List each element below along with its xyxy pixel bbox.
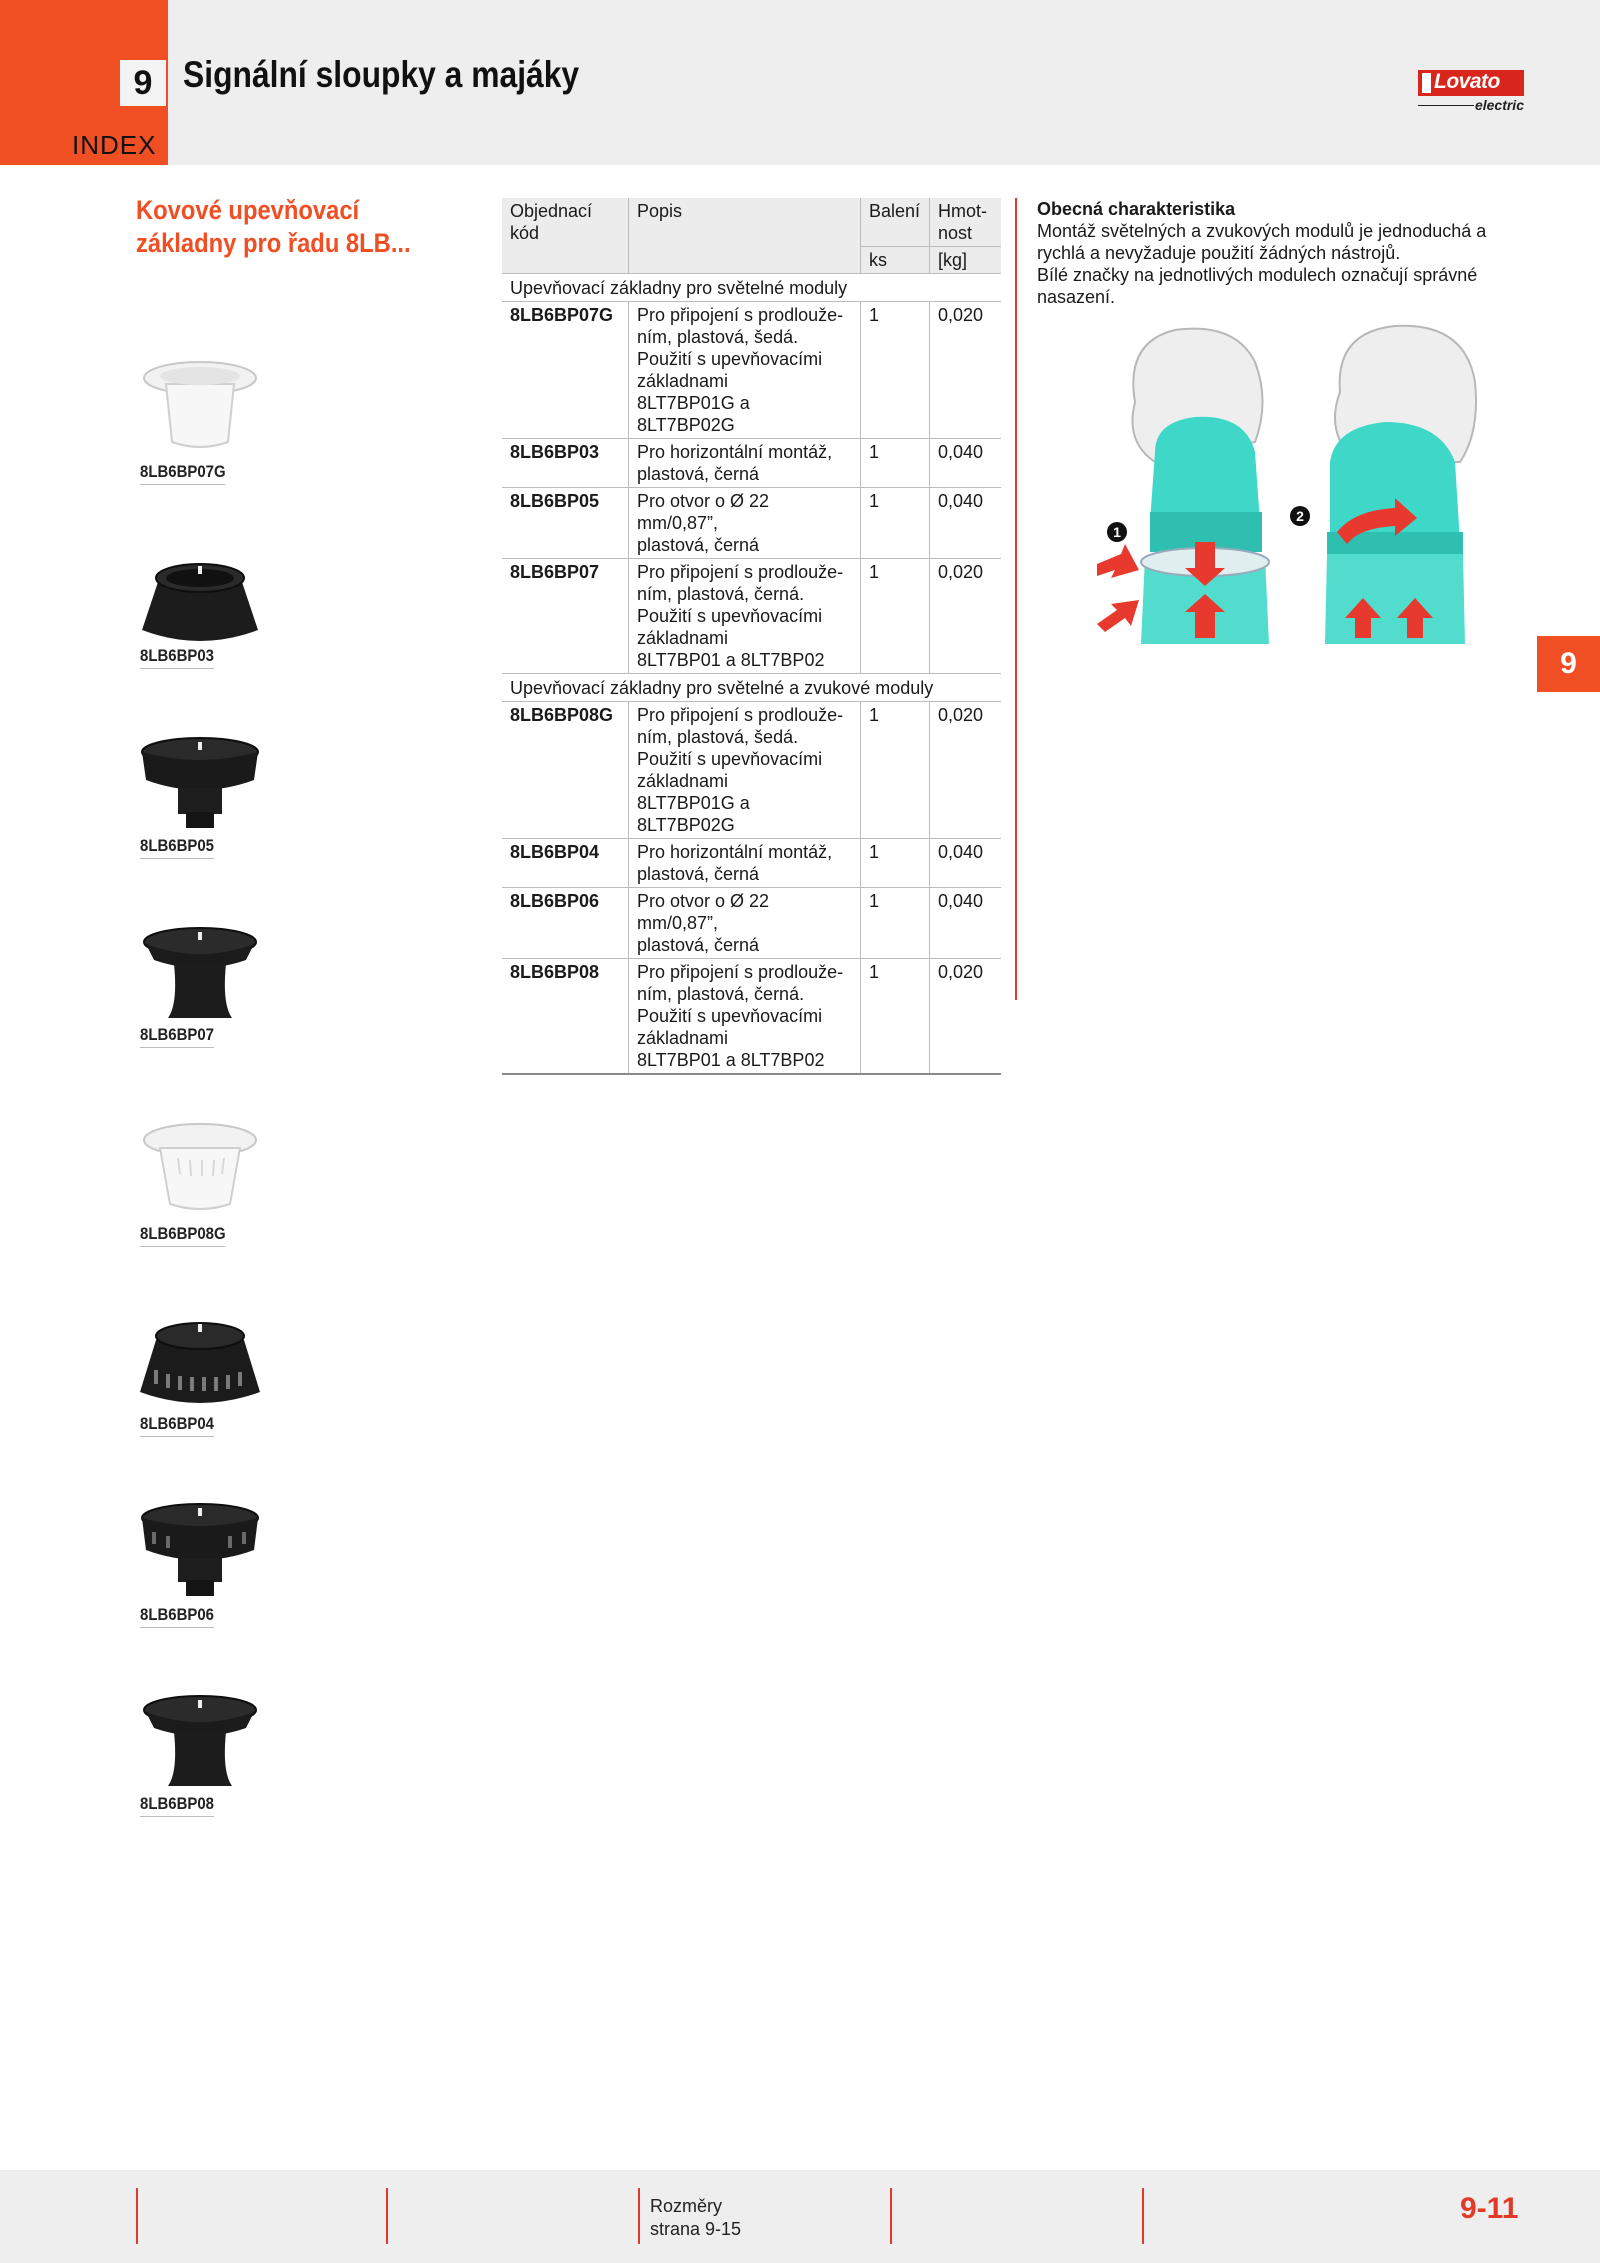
footer-divider — [1142, 2188, 1144, 2244]
logo-word: Lovato — [1434, 70, 1500, 93]
cell-description: Pro horizontální montáž, plastová, černá — [629, 839, 861, 888]
cell-weight: 0,040 — [930, 839, 1002, 888]
product-code-label: 8LB6BP08G — [140, 1224, 226, 1247]
table-row — [502, 439, 1001, 488]
footer-ref-page[interactable]: strana 9-15 — [650, 2219, 742, 2239]
cell-weight: 0,040 — [930, 888, 1002, 959]
col-header-pack: Balení — [861, 198, 930, 247]
footer-ref-title[interactable]: Rozměry — [650, 2196, 723, 2216]
cell-pack: 1 — [861, 888, 930, 959]
cell-weight: 0,020 — [930, 302, 1002, 439]
table-row — [502, 959, 1001, 1075]
group-title: Upevňovací základny pro světelné moduly — [502, 274, 1001, 302]
cell-weight: 0,020 — [930, 702, 1002, 839]
cell-pack: 1 — [861, 302, 930, 439]
table-row — [502, 488, 1001, 559]
chapter-side-tab[interactable]: 9 — [1537, 636, 1600, 692]
product-code-label: 8LB6BP06 — [140, 1605, 214, 1628]
table-row — [502, 839, 1001, 888]
cell-description: Pro připojení s prodlouže- ním, plastová, černá. Použití s upevňovacími základnami 8LT7BP01 a 8LT7BP02 — [629, 959, 861, 1075]
column-divider — [1015, 198, 1017, 1000]
table-header-row — [502, 198, 1001, 247]
cell-code: 8LB6BP07G — [502, 302, 629, 439]
step-1-label: 1 — [1113, 524, 1121, 540]
product-table — [502, 198, 1001, 1075]
product-image-8LB6BP08 — [138, 1692, 262, 1792]
cell-pack: 1 — [861, 488, 930, 559]
product-image-8LB6BP04 — [138, 1314, 262, 1414]
arrow-right-icon — [1097, 544, 1139, 578]
unit-pack: ks — [861, 247, 930, 274]
col-header-code: Objednací kód — [502, 198, 629, 247]
product-image-8LB6BP07 — [138, 924, 262, 1024]
arrow-diag-icon — [1097, 600, 1139, 632]
cell-code: 8LB6BP06 — [502, 888, 629, 959]
characteristics-box — [1037, 198, 1527, 308]
logo-sub: electric — [1474, 97, 1524, 113]
cell-description: Pro připojení s prodlouže- ním, plastová, šedá. Použití s upevňovacími základnami 8LT7BP01G a 8LT7BP02G — [629, 702, 861, 839]
characteristics-title: Obecná charakteristika — [1037, 199, 1236, 219]
section-heading: Kovové upevňovací základny pro řadu 8LB... — [136, 195, 411, 258]
cell-code: 8LB6BP05 — [502, 488, 629, 559]
table-row — [502, 302, 1001, 439]
product-code-label: 8LB6BP03 — [140, 646, 214, 669]
product-image-8LB6BP03 — [138, 552, 262, 652]
footer-divider — [386, 2188, 388, 2244]
cell-weight: 0,020 — [930, 559, 1002, 674]
product-image-8LB6BP08G — [138, 1118, 262, 1218]
group-header-row — [502, 274, 1001, 302]
table-row — [502, 888, 1001, 959]
product-image-8LB6BP05 — [138, 734, 262, 838]
footer-divider — [638, 2188, 640, 2244]
cell-description: Pro připojení s prodlouže- ním, plastová, šedá. Použití s upevňovacími základnami 8LT7BP01G a 8LT7BP02G — [629, 302, 861, 439]
cell-pack: 1 — [861, 702, 930, 839]
col-header-weight: Hmot- nost — [930, 198, 1002, 247]
index-link[interactable]: INDEX — [72, 130, 157, 160]
cell-weight: 0,040 — [930, 488, 1002, 559]
unit-weight: [kg] — [930, 247, 1002, 274]
cell-code: 8LB6BP07 — [502, 559, 629, 674]
product-image-8LB6BP07G — [138, 356, 262, 456]
base-right — [1325, 554, 1465, 644]
product-code-label: 8LB6BP05 — [140, 836, 214, 859]
cell-pack: 1 — [861, 839, 930, 888]
step-2-label: 2 — [1296, 508, 1304, 524]
page-title: Signální sloupky a majáky — [183, 54, 580, 95]
cell-description: Pro horizontální montáž, plastová, černá — [629, 439, 861, 488]
cell-code: 8LB6BP08G — [502, 702, 629, 839]
cell-code: 8LB6BP03 — [502, 439, 629, 488]
cell-code: 8LB6BP04 — [502, 839, 629, 888]
product-code-label: 8LB6BP04 — [140, 1414, 214, 1437]
cell-weight: 0,040 — [930, 439, 1002, 488]
product-code-label: 8LB6BP07 — [140, 1025, 214, 1048]
cell-pack: 1 — [861, 439, 930, 488]
cell-pack: 1 — [861, 959, 930, 1075]
group-header-row — [502, 674, 1001, 702]
page-number: 9-11 — [1460, 2192, 1519, 2225]
mounting-illustration — [1055, 322, 1495, 644]
table-units-row — [502, 247, 1001, 274]
group-title: Upevňovací základny pro světelné a zvukové moduly — [502, 674, 1001, 702]
product-code-label: 8LB6BP07G — [140, 462, 226, 485]
cell-code: 8LB6BP08 — [502, 959, 629, 1075]
footer-band — [0, 2170, 1600, 2263]
table-row — [502, 702, 1001, 839]
cell-description: Pro otvor o Ø 22 mm/0,87”, plastová, černá — [629, 888, 861, 959]
footer-divider — [890, 2188, 892, 2244]
col-header-description: Popis — [629, 198, 861, 247]
product-code-label: 8LB6BP08 — [140, 1794, 214, 1817]
table-row — [502, 559, 1001, 674]
lovato-logo — [1418, 70, 1524, 113]
characteristics-text: Montáž světelných a zvukových modulů je jednoduchá a rychlá a nevyžaduje použití žádných nástrojů. Bílé značky na jednotlivých modulech označují správné nasazení. — [1037, 221, 1487, 307]
cell-weight: 0,020 — [930, 959, 1002, 1075]
product-image-8LB6BP06 — [138, 1500, 262, 1604]
cell-pack: 1 — [861, 559, 930, 674]
footer-divider — [136, 2188, 138, 2244]
cell-description: Pro připojení s prodlouže- ním, plastová, černá. Použití s upevňovacími základnami 8LT7BP01 a 8LT7BP02 — [629, 559, 861, 674]
cell-description: Pro otvor o Ø 22 mm/0,87”, plastová, černá — [629, 488, 861, 559]
chapter-number: 9 — [120, 60, 166, 106]
module-left — [1150, 417, 1260, 522]
